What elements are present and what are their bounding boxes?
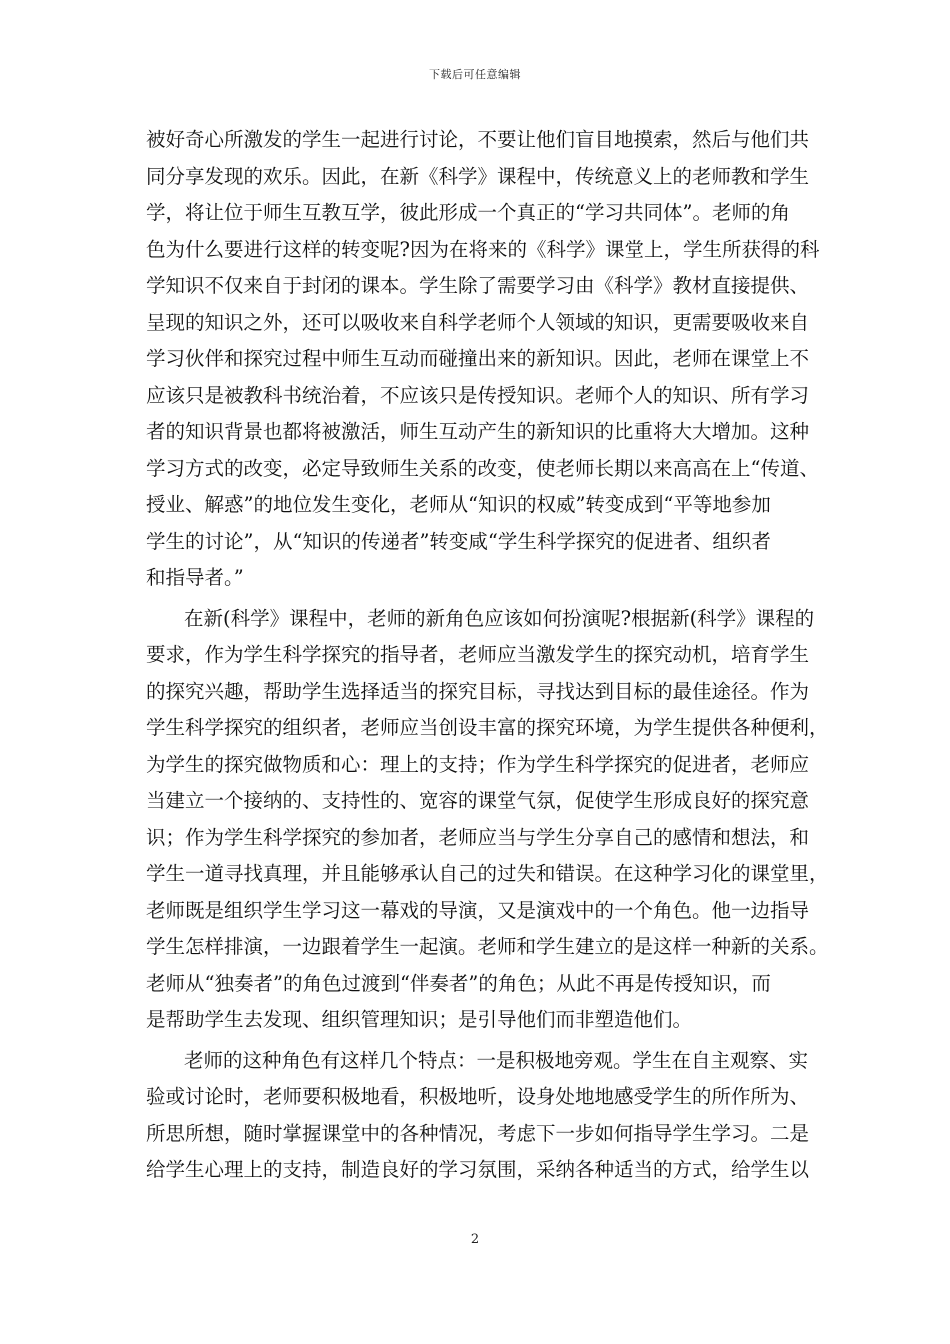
text-line: 学生科学探究的组织者，老师应当创设丰富的探究环境，为学生提供各种便利， — [146, 716, 829, 739]
text-line: 要求，作为学生科学探究的指导者，老师应当激发学生的探究动机，培育学生 — [146, 643, 810, 666]
text-line: 当建立一个接纳的、支持性的、宽容的课堂气氛，促使学生形成良好的探究意 — [146, 789, 810, 812]
text-line: 为学生的探究做物质和心：理上的支持；作为学生科学探究的促进者，老师应 — [146, 752, 810, 776]
text-line: 的探究兴趣，帮助学生选择适当的探究目标，寻找达到目标的最佳途径。作为 — [146, 679, 810, 703]
text-line: 识；作为学生科学探究的参加者，老师应当与学生分享自己的感情和想法，和 — [146, 825, 810, 849]
text-line: 是帮助学生去发现、组织管理知识；是引导他们而非塑造他们。 — [146, 1008, 693, 1031]
text-line: 学生的讨论”，从“知识的传递者”转变咸“学生科学探究的促进者、组织者 — [146, 529, 771, 553]
text-line: 验或讨论时，老师要积极地看，积极地听，设身处地地感受学生的所作所为、 — [146, 1085, 810, 1108]
text-line: 学生怎样排演，一边跟着学生一起演。老师和学生建立的是这样一种新的关系。 — [146, 935, 829, 958]
text-line: 和指导者。” — [146, 566, 244, 589]
text-line: 老师从“独奏者”的角色过渡到“伴奏者”的角色；从此不再是传授知识，而 — [146, 971, 771, 995]
page-header: 下载后可任意编辑 — [429, 68, 521, 81]
text-line: 学习方式的改变，必定导致师生关系的改变，使老师长期以来高高在上“传道、 — [146, 456, 819, 480]
text-line: 所思所想，随时掌握课堂中的各种情况，考虑下一步如何指导学生学习。二是 — [146, 1121, 810, 1145]
text-line: 学，将让位于师生互教互学，彼此形成一个真正的“学习共同体”。老师的角 — [146, 201, 790, 224]
paragraph-first-line: 在新(科学》课程中，老师的新角色应该如何扮演呢?根据新(科学》课程的 — [184, 606, 815, 630]
paragraph-first-line: 老师的这种角色有这样几个特点：一是积极地旁观。学生在自主观察、实 — [184, 1048, 809, 1072]
text-line: 学知识不仅来自于封闭的课本。学生除了需要学习由《科学》教材直接提供、 — [146, 274, 810, 297]
text-line: 应该只是被教科书统治着，不应该只是传授知识。老师个人的知识、所有学习 — [146, 383, 810, 407]
text-line: 者的知识背景也都将被激活，师生互动产生的新知识的比重将大大增加。这种 — [146, 420, 810, 443]
body-text — [146, 122, 829, 1189]
text-line: 老师既是组织学生学习这一幕戏的导演，又是演戏中的一个角色。他一边指导 — [146, 898, 810, 922]
text-line: 学生一道寻找真理，并且能够承认自己的过失和错误。在这种学习化的课堂里， — [146, 862, 829, 885]
text-line: 授业、解惑”的地位发生变化，老师从“知识的权威”转变成到“平等地参加 — [146, 493, 771, 516]
text-line: 同分享发现的欢乐。因此，在新《科学》课程中，传统意义上的老师教和学生 — [146, 164, 810, 188]
page-number: 2 — [470, 1232, 480, 1247]
text-line: 学习伙伴和探究过程中师生互动而碰撞出来的新知识。因此，老师在课堂上不 — [146, 347, 810, 370]
text-line: 色为什么要进行这样的转变呢?因为在将来的《科学》课堂上，学生所获得的科 — [146, 237, 820, 261]
text-line: 给学生心理上的支持，制造良好的学习氛围，采纳各种适当的方式，给学生以 — [146, 1158, 810, 1181]
text-line: 被好奇心所激发的学生一起进行讨论，不要让他们盲目地摸索，然后与他们共 — [146, 128, 810, 151]
text-line: 呈现的知识之外，还可以吸收来自科学老师个人领域的知识，更需要吸收来自 — [146, 310, 810, 334]
